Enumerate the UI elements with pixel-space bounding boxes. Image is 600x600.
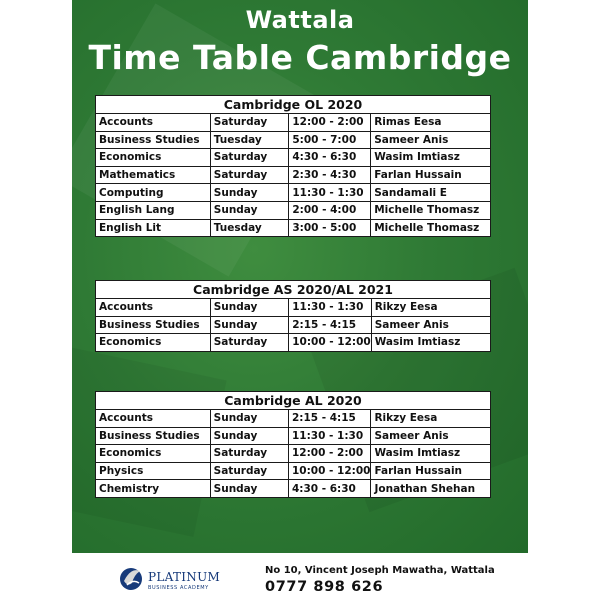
subject-cell: Chemistry [96, 480, 211, 498]
teacher-cell: Michelle Thomasz [371, 201, 491, 219]
day-cell: Sunday [210, 427, 288, 445]
teacher-cell: Rimas Eesa [371, 114, 491, 132]
subject-cell: Physics [96, 462, 211, 480]
subject-cell: English Lit [96, 219, 211, 237]
teacher-cell: Rikzy Eesa [371, 299, 490, 317]
subject-cell: Business Studies [96, 427, 211, 445]
day-cell: Sunday [210, 316, 288, 334]
table-row [96, 410, 491, 428]
day-cell: Saturday [210, 149, 289, 167]
time-cell: 2:30 - 4:30 [289, 166, 371, 184]
time-cell: 11:30 - 1:30 [289, 184, 371, 202]
table-row [96, 316, 491, 334]
subject-cell: Computing [96, 184, 211, 202]
table-row [96, 114, 491, 132]
time-cell: 4:30 - 6:30 [289, 149, 371, 167]
day-cell: Tuesday [210, 219, 289, 237]
day-cell: Sunday [210, 201, 289, 219]
teacher-cell: Wasim Imtiasz [371, 445, 491, 463]
table-row [96, 166, 491, 184]
phone-number: 0777 898 626 [265, 579, 384, 595]
subject-cell: Accounts [96, 410, 211, 428]
time-cell: 10:00 - 12:00 [288, 462, 371, 480]
platinum-logo [118, 559, 228, 599]
day-cell: Saturday [210, 166, 289, 184]
teacher-cell: Michelle Thomasz [371, 219, 491, 237]
table-row [96, 445, 491, 463]
day-cell: Sunday [210, 184, 289, 202]
timetable-ol-2020 [95, 95, 491, 237]
teacher-cell: Farlan Hussain [371, 166, 491, 184]
time-cell: 2:00 - 4:00 [289, 201, 371, 219]
day-cell: Sunday [210, 480, 288, 498]
timetable-al-2020 [95, 391, 491, 498]
time-cell: 11:30 - 1:30 [289, 299, 372, 317]
time-cell: 3:00 - 5:00 [289, 219, 371, 237]
subject-cell: Economics [96, 334, 211, 352]
subject-cell: Economics [96, 445, 211, 463]
teacher-cell: Sameer Anis [371, 131, 491, 149]
subject-cell: Accounts [96, 299, 211, 317]
time-cell: 11:30 - 1:30 [288, 427, 371, 445]
page-title: Time Table Cambridge [88, 38, 512, 77]
table-row [96, 334, 491, 352]
teacher-cell: Sameer Anis [371, 316, 490, 334]
address: No 10, Vincent Joseph Mawatha, Wattala [265, 565, 495, 576]
teacher-cell: Jonathan Shehan [371, 480, 491, 498]
table-row [96, 131, 491, 149]
table-row [96, 299, 491, 317]
day-cell: Tuesday [210, 131, 289, 149]
table-heading: Cambridge OL 2020 [96, 96, 491, 114]
table-row [96, 462, 491, 480]
logo-mark-icon [118, 561, 144, 597]
teacher-cell: Wasim Imtiasz [371, 149, 491, 167]
time-cell: 10:00 - 12:00 [289, 334, 372, 352]
day-cell: Saturday [210, 334, 288, 352]
teacher-cell: Wasim Imtiasz [371, 334, 490, 352]
location-title: Wattala [245, 6, 355, 34]
day-cell: Saturday [210, 114, 289, 132]
logo-subtitle: BUSINESS ACADEMY [148, 585, 209, 591]
day-cell: Sunday [210, 410, 288, 428]
table-heading: Cambridge AS 2020/AL 2021 [96, 281, 491, 299]
day-cell: Sunday [210, 299, 288, 317]
day-cell: Saturday [210, 462, 288, 480]
teacher-cell: Farlan Hussain [371, 462, 491, 480]
timetable-as-2020-al-2021 [95, 280, 491, 352]
table-row [96, 427, 491, 445]
subject-cell: Business Studies [96, 131, 211, 149]
teacher-cell: Sameer Anis [371, 427, 491, 445]
table-row [96, 201, 491, 219]
time-cell: 12:00 - 2:00 [288, 445, 371, 463]
subject-cell: Accounts [96, 114, 211, 132]
table-row [96, 219, 491, 237]
time-cell: 5:00 - 7:00 [289, 131, 371, 149]
teacher-cell: Rikzy Eesa [371, 410, 491, 428]
table-heading: Cambridge AL 2020 [96, 392, 491, 410]
time-cell: 2:15 - 4:15 [289, 316, 372, 334]
table-row [96, 480, 491, 498]
logo-name: PLATINUM [148, 570, 221, 584]
day-cell: Saturday [210, 445, 288, 463]
subject-cell: Business Studies [96, 316, 211, 334]
table-row [96, 149, 491, 167]
time-cell: 12:00 - 2:00 [289, 114, 371, 132]
subject-cell: Mathematics [96, 166, 211, 184]
time-cell: 2:15 - 4:15 [288, 410, 371, 428]
subject-cell: English Lang [96, 201, 211, 219]
table-row [96, 184, 491, 202]
teacher-cell: Sandamali E [371, 184, 491, 202]
time-cell: 4:30 - 6:30 [288, 480, 371, 498]
subject-cell: Economics [96, 149, 211, 167]
